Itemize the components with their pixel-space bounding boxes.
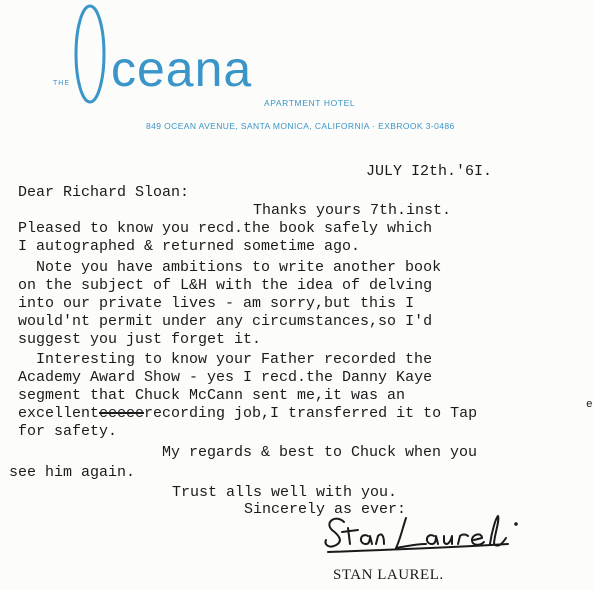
letterhead-o-logo <box>72 2 108 106</box>
letter-text: recording job,I transferred it to Tap <box>144 405 478 422</box>
letter-line: for safety. <box>18 423 118 440</box>
letter-closing: Sincerely as ever: <box>244 501 407 518</box>
letterhead-the: THE <box>53 80 70 87</box>
letter-line: Pleased to know you recd.the book safely which <box>18 220 433 237</box>
letter-line: suggest you just forget it. <box>18 331 262 348</box>
struck-text: eeeee <box>99 405 145 422</box>
typed-signature: STAN LAUREL. <box>333 567 444 583</box>
letterhead-subtitle: APARTMENT HOTEL <box>264 98 356 108</box>
letterhead-name: ceana <box>111 41 253 97</box>
letter-line: see him again. <box>9 464 136 481</box>
letter-line: on the subject of L&H with the idea of delving <box>18 277 433 294</box>
letterhead-address: 849 OCEAN AVENUE, SANTA MONICA, CALIFORNIA · EXBROOK 3-0486 <box>146 121 455 131</box>
letter-salutation: Dear Richard Sloan: <box>18 184 190 201</box>
letter-text: excellent <box>18 405 100 422</box>
letter-line: into our private lives - am sorry,but this I <box>18 295 415 312</box>
letter-line: Academy Award Show - yes I recd.the Danny Kaye <box>18 369 433 386</box>
letter-line: Note you have ambitions to write another book <box>36 259 442 276</box>
handwritten-signature <box>322 500 522 556</box>
letter-date: JULY I2th.'6I. <box>366 163 493 180</box>
letter-line-excellent <box>18 404 477 423</box>
letter-line: Interesting to know your Father recorded the <box>36 351 433 368</box>
stray-letter: e <box>586 399 593 411</box>
letter-line: My regards & best to Chuck when you <box>162 444 478 461</box>
letter-line: Trust alls well with you. <box>172 484 398 501</box>
letter-line: I autographed & returned sometime ago. <box>18 238 361 255</box>
letter-line: would'nt permit under any circumstances,so I'd <box>18 313 433 330</box>
letter-line: segment that Chuck McCann sent me,it was an <box>18 387 406 404</box>
letter-line: Thanks yours 7th.inst. <box>253 202 452 219</box>
